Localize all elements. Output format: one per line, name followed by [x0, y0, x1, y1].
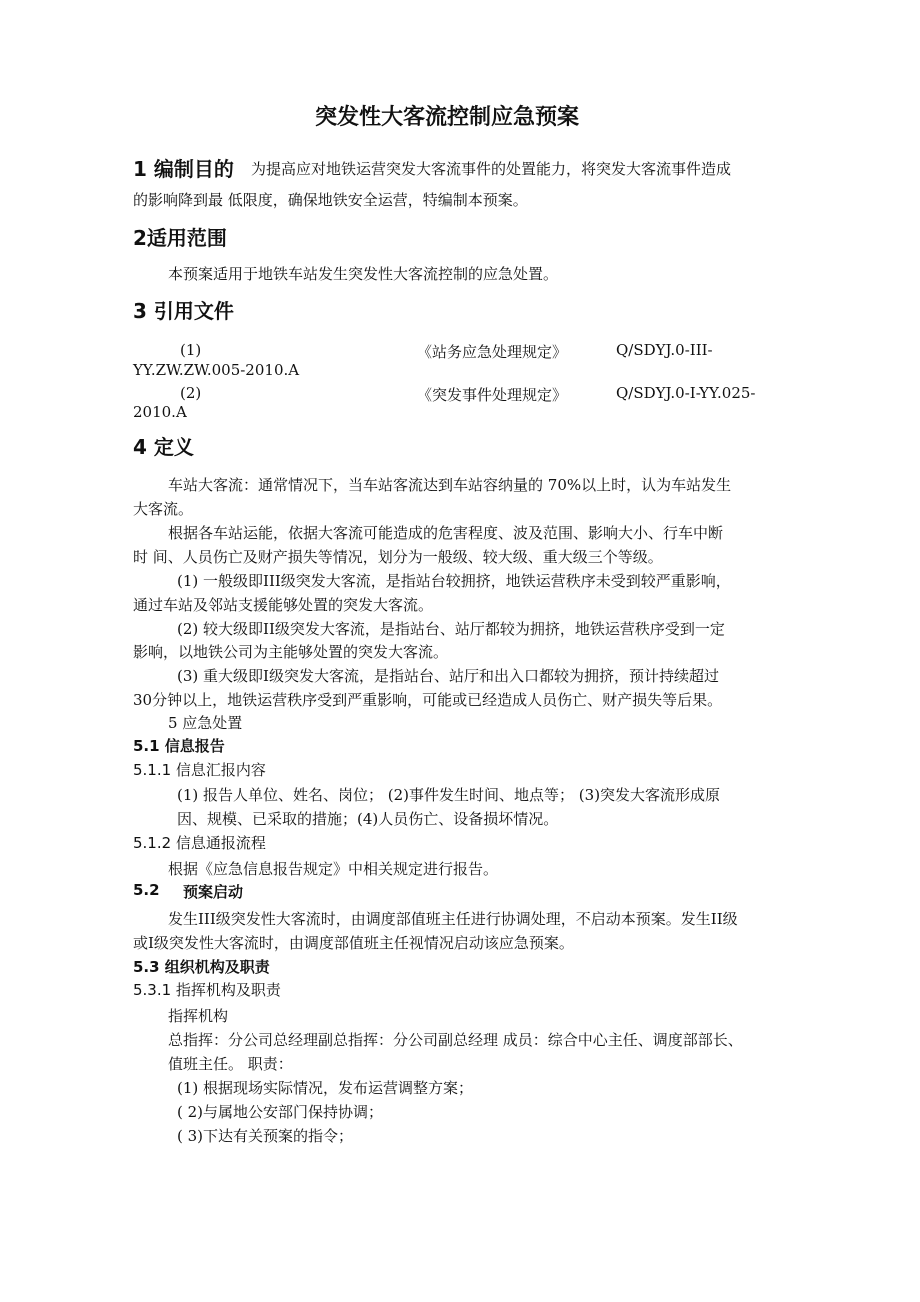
definition-para-2-line-2: 时 间、人员伤亡及财产损失等情况，划分为一般级、较大级、重大级三个等级。: [133, 548, 663, 566]
section-5-2-number: 5.2: [133, 881, 160, 899]
section-2-heading: 2适用范围: [133, 226, 227, 250]
ref-1-code-continued: YY.ZW.ZW.005-2010.A: [133, 361, 300, 379]
ref-1-code: Q/SDYJ.0-III-: [616, 341, 713, 359]
section-1-line-2: 的影响降到最 低限度，确保地铁安全运营，特编制本预案。: [133, 191, 528, 209]
section-5-1-1-heading: 5.1.1 信息汇报内容: [133, 761, 266, 779]
ref-1-name: 《站务应急处理规定》: [417, 343, 568, 361]
command-org-label: 指挥机构: [168, 1007, 229, 1025]
section-5-2-title: 预案启动: [183, 883, 244, 901]
duty-item-2: ( 2)与属地公安部门保持协调；: [177, 1103, 384, 1121]
section-5-3-heading: 5.3 组织机构及职责: [133, 958, 270, 976]
section-4-heading: 4 定义: [133, 435, 194, 459]
section-3-heading: 3 引用文件: [133, 299, 234, 323]
command-members-line-2: 值班主任。 职责：: [168, 1055, 293, 1073]
level-2-line-2: 影响，以地铁公司为主能够处置的突发大客流。: [133, 643, 449, 661]
section-5-1-2-heading: 5.1.2 信息通报流程: [133, 834, 266, 852]
definition-para-1-line-2: 大客流。: [133, 500, 194, 518]
level-3-line-1: (1) 一般级即III级突发大客流，是指站台较拥挤，地铁运营秩序未受到较严重影响，: [177, 572, 731, 590]
ref-2-code-continued: 2010.A: [133, 403, 187, 421]
section-5-heading: 5 应急处置: [168, 714, 243, 732]
ref-2-name: 《突发事件处理规定》: [417, 386, 568, 404]
level-1-line-2: 30分钟以上，地铁运营秩序受到严重影响，可能或已经造成人员伤亡、财产损失等后果。: [133, 691, 723, 709]
command-members-line-1: 总指挥：分公司总经理副总指挥：分公司副总经理 成员：综合中心主任、调度部部长、: [168, 1031, 743, 1049]
section-5-3-1-heading: 5.3.1 指挥机构及职责: [133, 981, 281, 999]
document-title: 突发性大客流控制应急预案: [315, 105, 580, 130]
level-3-line-2: 通过车站及邻站支援能够处置的突发大客流。: [133, 596, 434, 614]
section-5-1-heading: 5.1 信息报告: [133, 737, 225, 755]
level-2-line-1: (2) 较大级即II级突发大客流，是指站台、站厅都较为拥挤，地铁运营秩序受到一定: [177, 620, 725, 638]
level-1-line-1: (3) 重大级即I级突发大客流，是指站台、站厅和出入口都较为拥挤，预计持续超过: [177, 667, 719, 685]
section-1-heading: 1 编制目的: [133, 157, 234, 181]
ref-2-code: Q/SDYJ.0-I-YY.025-: [616, 384, 756, 402]
plan-start-line-1: 发生III级突发性大客流时，由调度部值班主任进行协调处理，不启动本预案。发生II级: [168, 910, 738, 928]
report-content-line-1: (1) 报告人单位、姓名、岗位； (2)事件发生时间、地点等； (3)突发大客流形成原: [177, 786, 721, 804]
definition-para-2-line-1: 根据各车站运能，依据大客流可能造成的危害程度、波及范围、影响大小、行车中断: [168, 524, 724, 542]
duty-item-1: (1) 根据现场实际情况，发布运营调整方案；: [177, 1079, 474, 1097]
ref-1-number: (1): [180, 341, 202, 359]
duty-item-3: ( 3)下达有关预案的指令；: [177, 1127, 354, 1145]
section-2-line-1: 本预案适用于地铁车站发生突发性大客流控制的应急处置。: [168, 265, 559, 283]
definition-para-1-line-1: 车站大客流：通常情况下，当车站客流达到车站容纳量的 70%以上时，认为车站发生: [168, 476, 732, 494]
section-1-line-1: 为提高应对地铁运营突发大客流事件的处置能力，将突发大客流事件造成: [251, 160, 732, 178]
report-flow-line-1: 根据《应急信息报告规定》中相关规定进行报告。: [168, 860, 499, 878]
report-content-line-2: 因、规模、已采取的措施；(4)人员伤亡、设备损坏情况。: [177, 810, 559, 828]
plan-start-line-2: 或I级突发性大客流时，由调度部值班主任视情况启动该应急预案。: [133, 934, 574, 952]
ref-2-number: (2): [180, 384, 202, 402]
